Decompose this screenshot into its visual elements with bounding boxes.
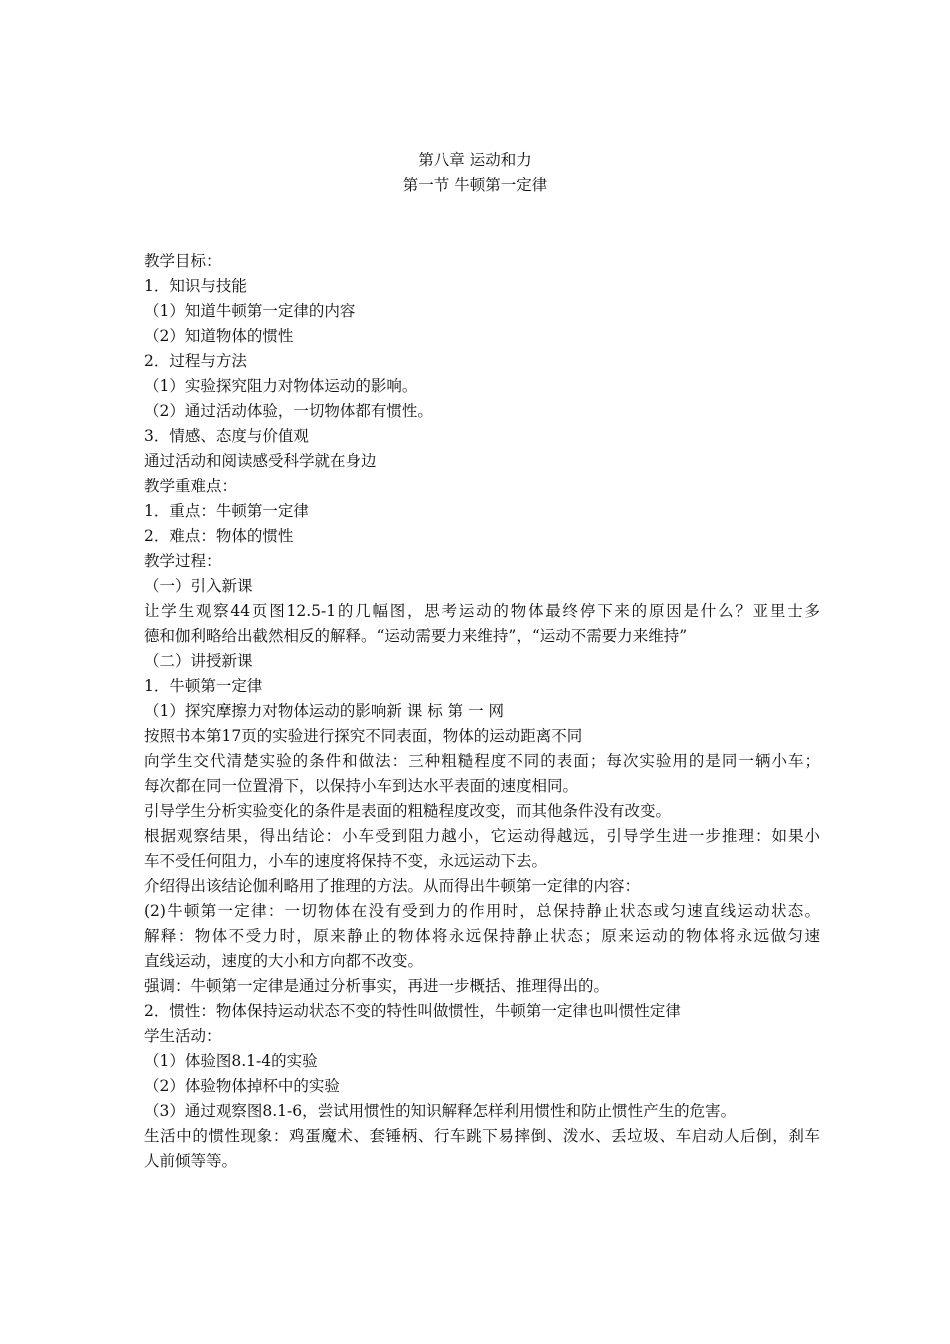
text-line: 让学生观察44页图12.5-1的几幅图，思考运动的物体最终停下来的原因是什么？亚里士多 — [144, 602, 820, 620]
text-line: （1）体验图8.1-4的实验 — [144, 1052, 318, 1070]
text-line: （1）实验探究阻力对物体运动的影响。 — [144, 377, 418, 395]
text-line: 根据观察结果，得出结论：小车受到阻力越小，它运动得越远，引导学生进一步推理：如果小 — [144, 827, 820, 845]
text-line: 直线运动，速度的大小和方向都不改变。 — [144, 952, 424, 970]
text-line: （2）知道物体的惯性 — [144, 327, 294, 345]
text-line: 教学目标： — [144, 252, 222, 270]
text-line: 2．过程与方法 — [144, 352, 247, 370]
text-line: （2）通过活动体验，一切物体都有惯性。 — [144, 402, 433, 420]
text-line: （二）讲授新课 — [144, 652, 253, 670]
text-line: 教学过程： — [144, 552, 222, 570]
text-line: 人前倾等等。 — [144, 1152, 238, 1170]
text-line: （3）通过观察图8.1-6，尝试用惯性的知识解释怎样利用惯性和防止惯性产生的危害。 — [144, 1102, 737, 1120]
text-line: 教学重难点： — [144, 477, 238, 495]
text-line: 3．情感、态度与价值观 — [144, 427, 309, 445]
text-line: 通过活动和阅读感受科学就在身边 — [144, 452, 377, 470]
text-line: (2)牛顿第一定律：一切物体在没有受到力的作用时，总保持静止状态或匀速直线运动状态。 — [144, 902, 820, 920]
text-line: 生活中的惯性现象：鸡蛋魔术、套锤柄、行车跳下易摔倒、泼水、丢垃圾、车启动人后倒，刹车 — [144, 1127, 820, 1145]
text-line: 1．重点：牛顿第一定律 — [144, 502, 309, 520]
text-line: （一）引入新课 — [144, 577, 253, 595]
title-block — [0, 148, 950, 198]
text-line: 2．惯性：物体保持运动状态不变的特性叫做惯性，牛顿第一定律也叫惯性定律 — [144, 1002, 681, 1020]
text-line: （2）体验物体掉杯中的实验 — [144, 1077, 340, 1095]
text-line: 德和伽利略给出截然相反的解释。“运动需要力来维持”，“运动不需要力来维持” — [144, 627, 688, 645]
text-line: 引导学生分析实验变化的条件是表面的粗糙程度改变，而其他条件没有改变。 — [144, 802, 672, 820]
text-line: 车不受任何阻力，小车的速度将保持不变，永远运动下去。 — [144, 852, 548, 870]
text-line: 介绍得出该结论伽利略用了推理的方法。从而得出牛顿第一定律的内容： — [144, 877, 641, 895]
section-title: 第一节 牛顿第一定律 — [402, 176, 548, 194]
text-line: 向学生交代清楚实验的条件和做法：三种粗糙程度不同的表面；每次实验用的是同一辆小车； — [144, 752, 820, 770]
text-line: （1）知道牛顿第一定律的内容 — [144, 302, 356, 320]
chapter-title: 第八章 运动和力 — [418, 151, 532, 169]
text-line: 强调：牛顿第一定律是通过分析事实，再进一步概括、推理得出的。 — [144, 977, 610, 995]
text-line: （1）探究摩擦力对物体运动的影响新 课 标 第 一 网 — [144, 702, 504, 720]
text-line: 1．知识与技能 — [144, 277, 247, 295]
text-line: 1．牛顿第一定律 — [144, 677, 263, 695]
text-line: 学生活动： — [144, 1027, 222, 1045]
text-line: 解释：物体不受力时，原来静止的物体将永远保持静止状态；原来运动的物体将永远做匀速 — [144, 927, 820, 945]
text-line: 每次都在同一位置滑下，以保持小车到达水平表面的速度相同。 — [144, 777, 579, 795]
text-line: 2．难点：物体的惯性 — [144, 527, 294, 545]
document-body — [144, 249, 820, 1174]
text-line: 按照书本第17页的实验进行探究不同表面，物体的运动距离不同 — [144, 727, 583, 745]
